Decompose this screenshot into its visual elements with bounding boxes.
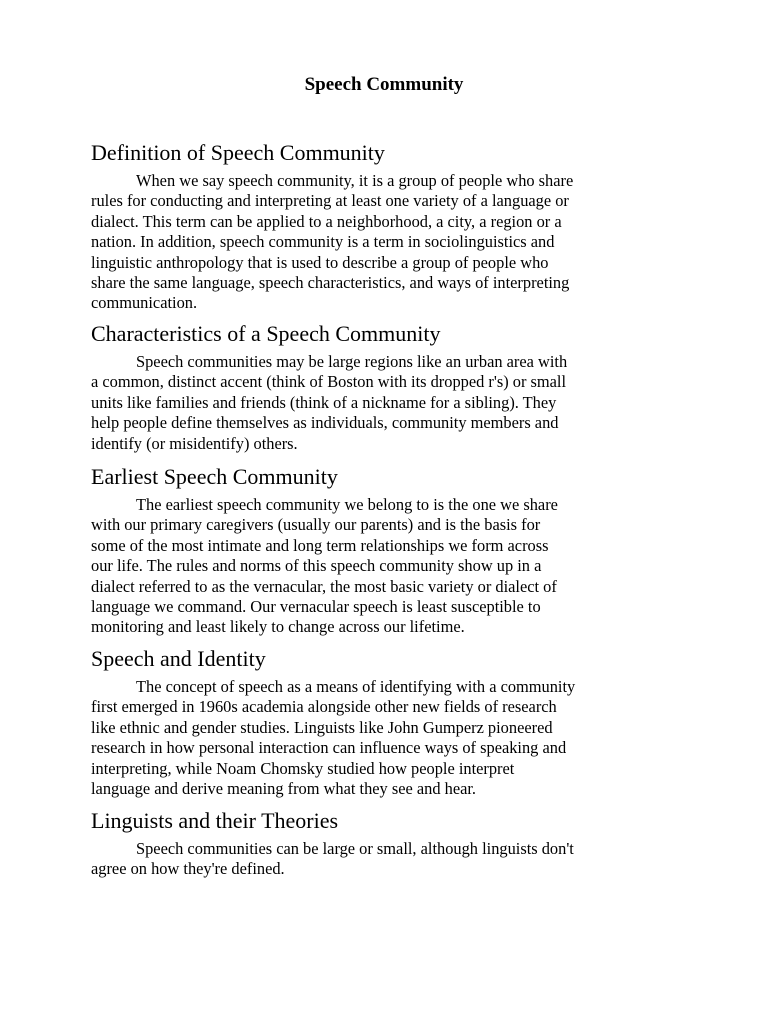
section-definition — [91, 139, 691, 314]
section-heading: Speech and Identity — [91, 646, 266, 671]
section-linguists-theories — [91, 807, 691, 880]
section-characteristics — [91, 320, 691, 454]
section-heading: Definition of Speech Community — [91, 140, 385, 165]
section-heading: Characteristics of a Speech Community — [91, 321, 441, 346]
section-paragraph: The concept of speech as a means of identifying with a community first emerged in 1960s academia alongside other new fields of research like ethnic and gender studies. Linguists like John Gumperz pioneered research in how personal interaction can influence ways of speaking and interpreting, while Noam Chomsky studied how people interpret language and derive meaning from what they see and hear. — [91, 677, 576, 799]
section-paragraph: The earliest speech community we belong to is the one we share with our primary caregivers (usually our parents) and is the basis for some of the most intimate and long term relationships we form across our life. The rules and norms of this speech community show up in a dialect referred to as the vernacular, the most basic variety or dialect of language we command. Our vernacular speech is least susceptible to monitoring and least likely to change across our lifetime. — [91, 495, 558, 637]
section-paragraph: Speech communities may be large regions like an urban area with a common, distinct accent (think of Boston with its dropped r's) or small units like families and friends (think of a nickname for a sibling). They help people define themselves as individuals, community members and identify (or misidentify) others. — [91, 352, 568, 453]
section-heading: Earliest Speech Community — [91, 464, 338, 489]
section-heading: Linguists and their Theories — [91, 808, 339, 833]
section-earliest — [91, 463, 691, 638]
document-title: Speech Community — [304, 74, 464, 95]
section-paragraph: When we say speech community, it is a group of people who share rules for conducting and interpreting at least one variety of a language or dialect. This term can be applied to a neighborhood, a city, a region or a nation. In addition, speech community is a term in sociolinguistics and linguistic anthropology that is used to describe a group of people who share the same language, speech characteristics, and ways of interpreting communication. — [91, 171, 574, 313]
section-paragraph: Speech communities can be large or small, although linguists don't agree on how they're defined. — [91, 839, 574, 879]
section-speech-identity — [91, 645, 691, 799]
